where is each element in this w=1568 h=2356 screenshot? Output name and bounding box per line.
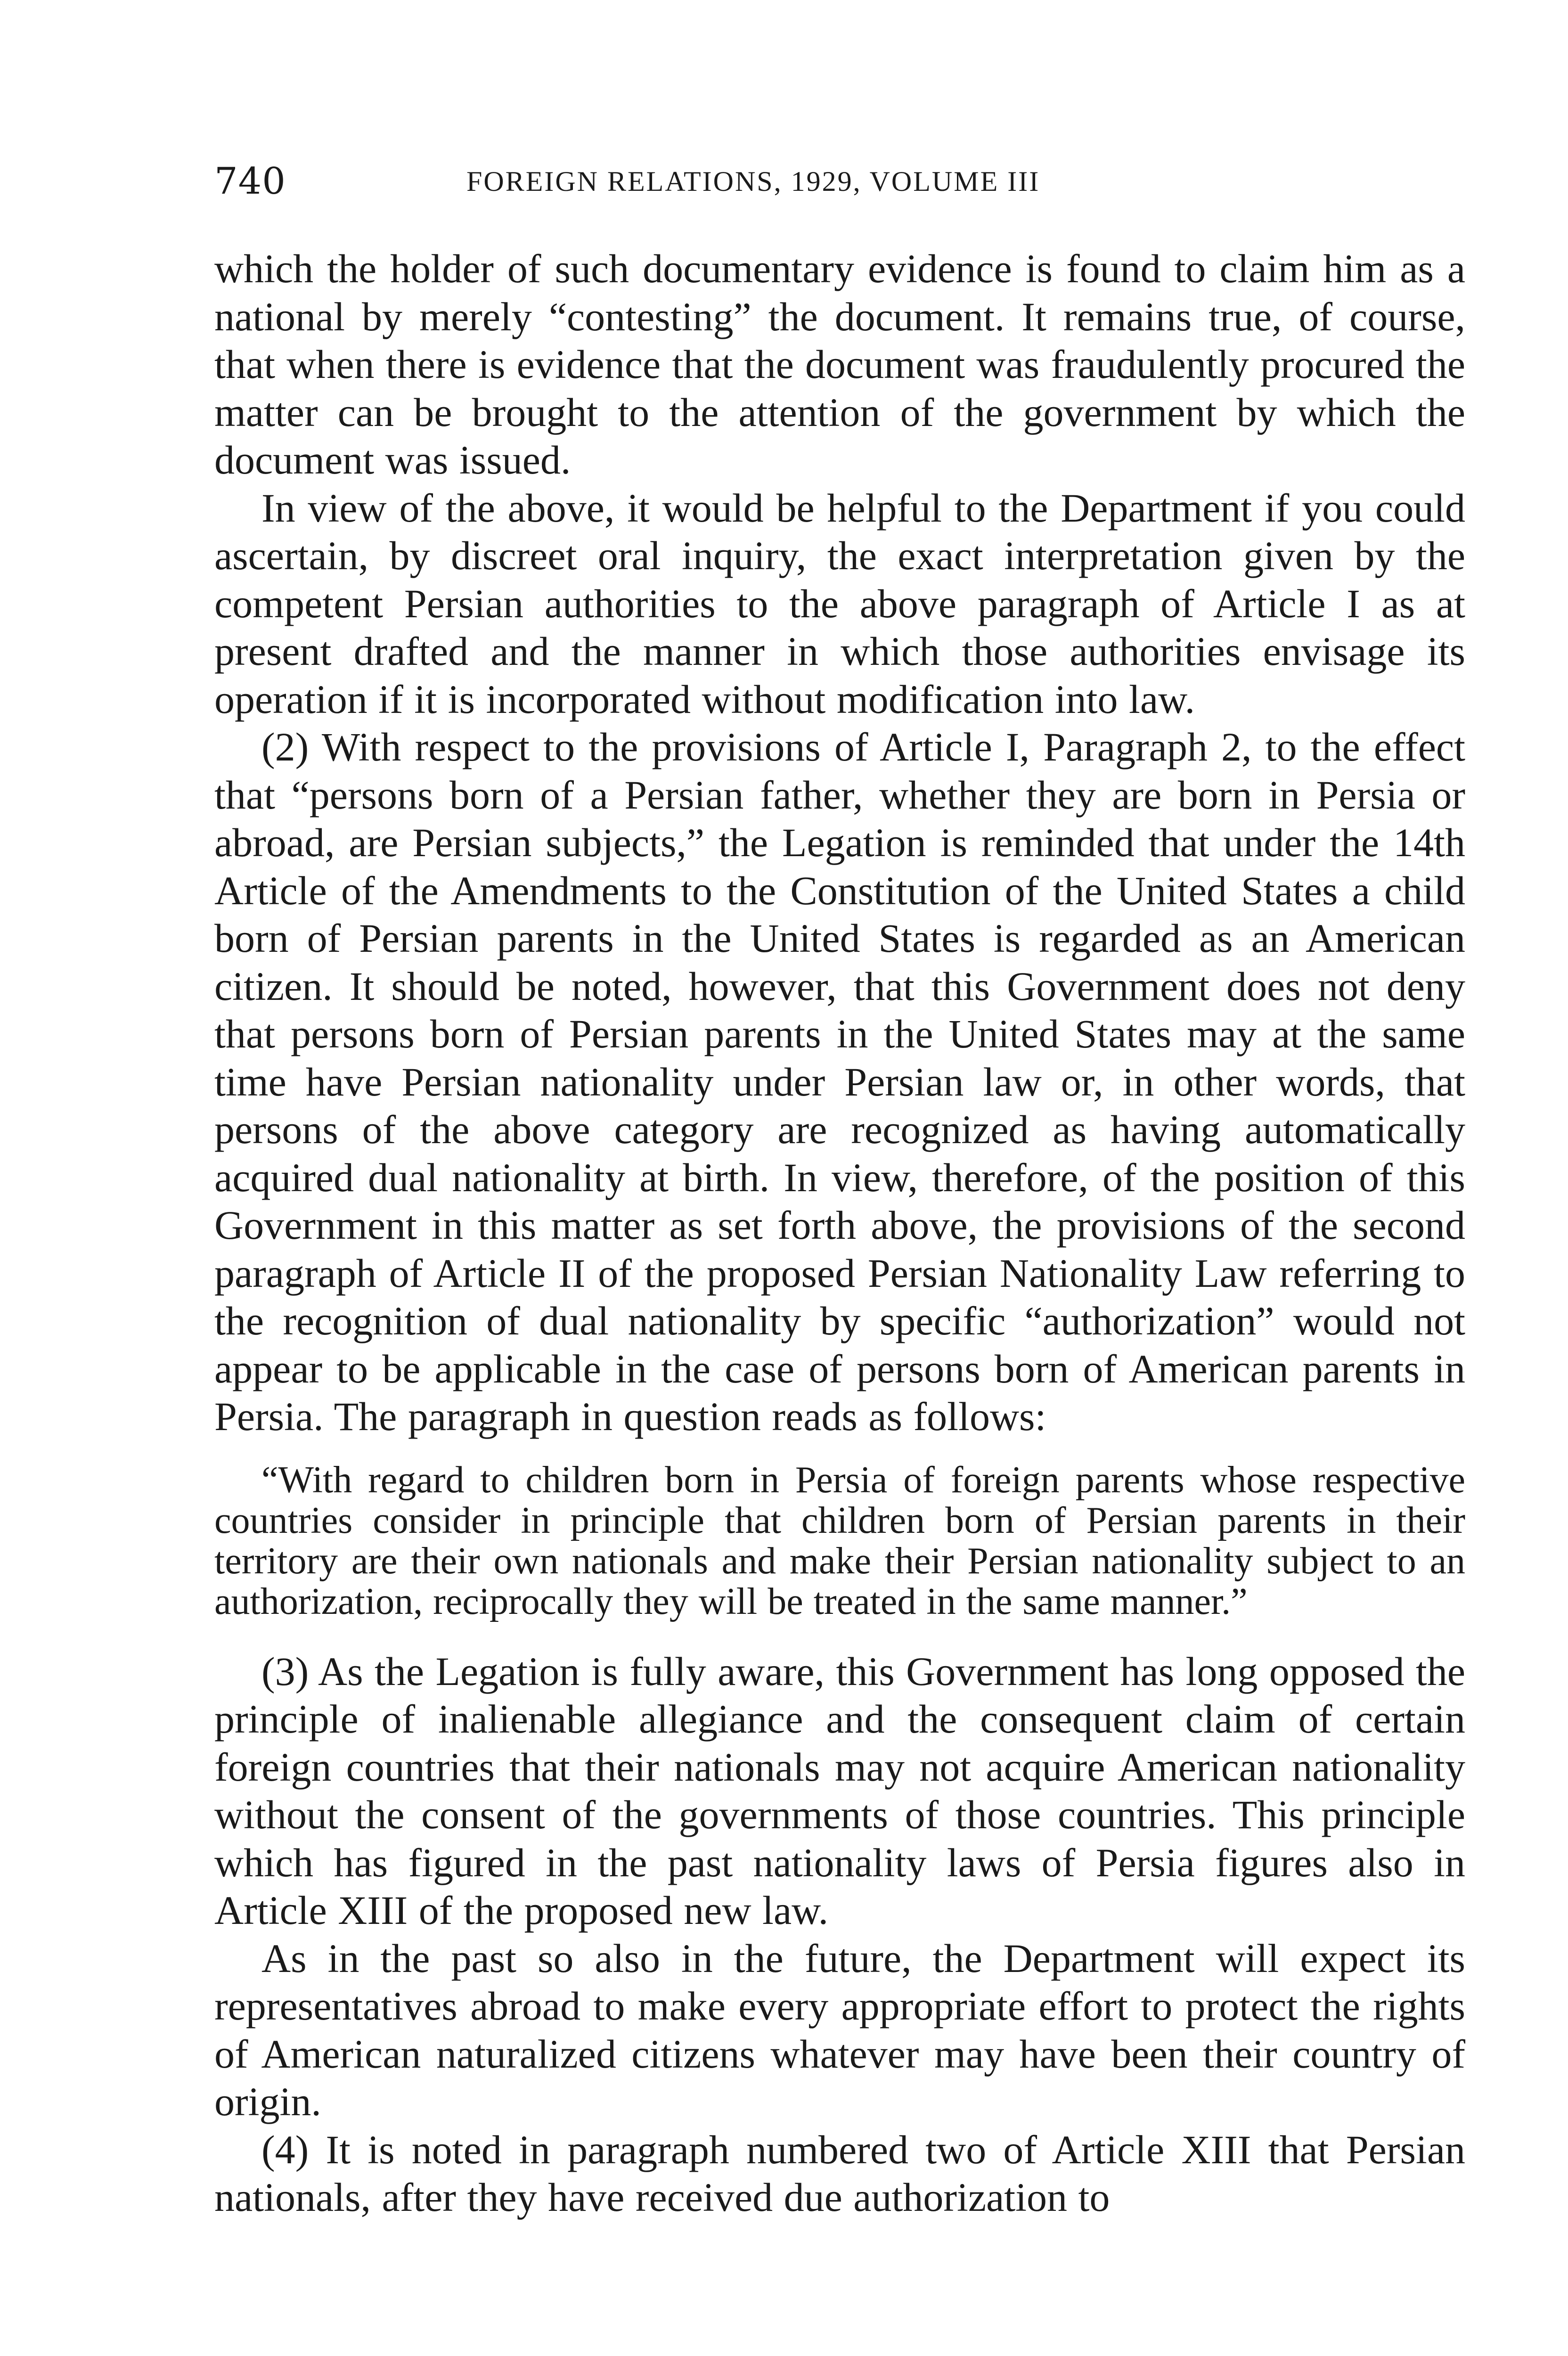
paragraph-interpretation-inquiry: In view of the above, it would be helpful to the Department if you could ascertain, by discreet oral inquiry, the exact interpretation given by the competent Persian authorities to the above paragraph of Article I as at present drafted and the manner in which those authorities envisage its operation if it is incorporated without modification into law.: [214, 485, 1465, 722]
paragraph-article-1-point-2: (2) With respect to the provisions of Article I, Paragraph 2, to the effect that “persons born of a Persian father, whether they are born in Persia or abroad, are Persian subjects,” the Legation is reminded that under the 14th Article of the Amendments to the Constitution of the United States a child born of Persian parents in the United States is regarded as an American citizen. It should be noted, however, that this Government does not deny that persons born of Persian parents in the United States may at the same time have Persian nationality under Persian law or, in other words, that persons of the above category are recognized as having automatically acquired dual nationality at birth. In view, therefore, of the position of this Government in this matter as set forth above, the provisions of the second paragraph of Article II of the proposed Persian Nationality Law referring to the recognition of dual nationality by specific “authorization” would not appear to be applicable in the case of persons born of American parents in Persia. The paragraph in question reads as follows:: [214, 724, 1465, 1439]
paragraph-article-13-point-3: (3) As the Legation is fully aware, this Government has long opposed the principle of inalienable allegiance and the consequent claim of certain foreign countries that their nationals may not acquire American nationality without the consent of the governments of those countries. This principle which has figured in the past nationality laws of Persia figures also in Article XIII of the proposed new law.: [214, 1648, 1465, 1933]
body-text: [214, 245, 1465, 2222]
paragraph-article-13-point-4: (4) It is noted in paragraph numbered two of Article XIII that Persian nationals, after they have received due authorization to: [214, 2127, 1465, 2220]
running-title: FOREIGN RELATIONS, 1929, VOLUME III: [466, 166, 1040, 197]
page-header: [214, 155, 1468, 207]
quoted-article-paragraph: “With regard to children born in Persia of foreign parents whose respective countries consider in principle that children born of Persian parents in their territory are their own nationals and make their Persian nationality subject to an authorization, reciprocally they will be treated in the same manner.”: [214, 1459, 1465, 1622]
paragraph-department-expectation: As in the past so also in the future, the Department will expect its representatives abroad to make every appropriate effort to protect the rights of American naturalized citizens whatever may have been their country of origin.: [214, 1935, 1465, 2124]
paragraph-continuation: which the holder of such documentary evidence is found to claim him as a national by merely “contesting” the document. It remains true, of course, that when there is evidence that the document was fraudulently procured the matter can be brought to the attention of the government by which the document was issued.: [214, 246, 1465, 483]
page-number: 740: [214, 160, 286, 203]
